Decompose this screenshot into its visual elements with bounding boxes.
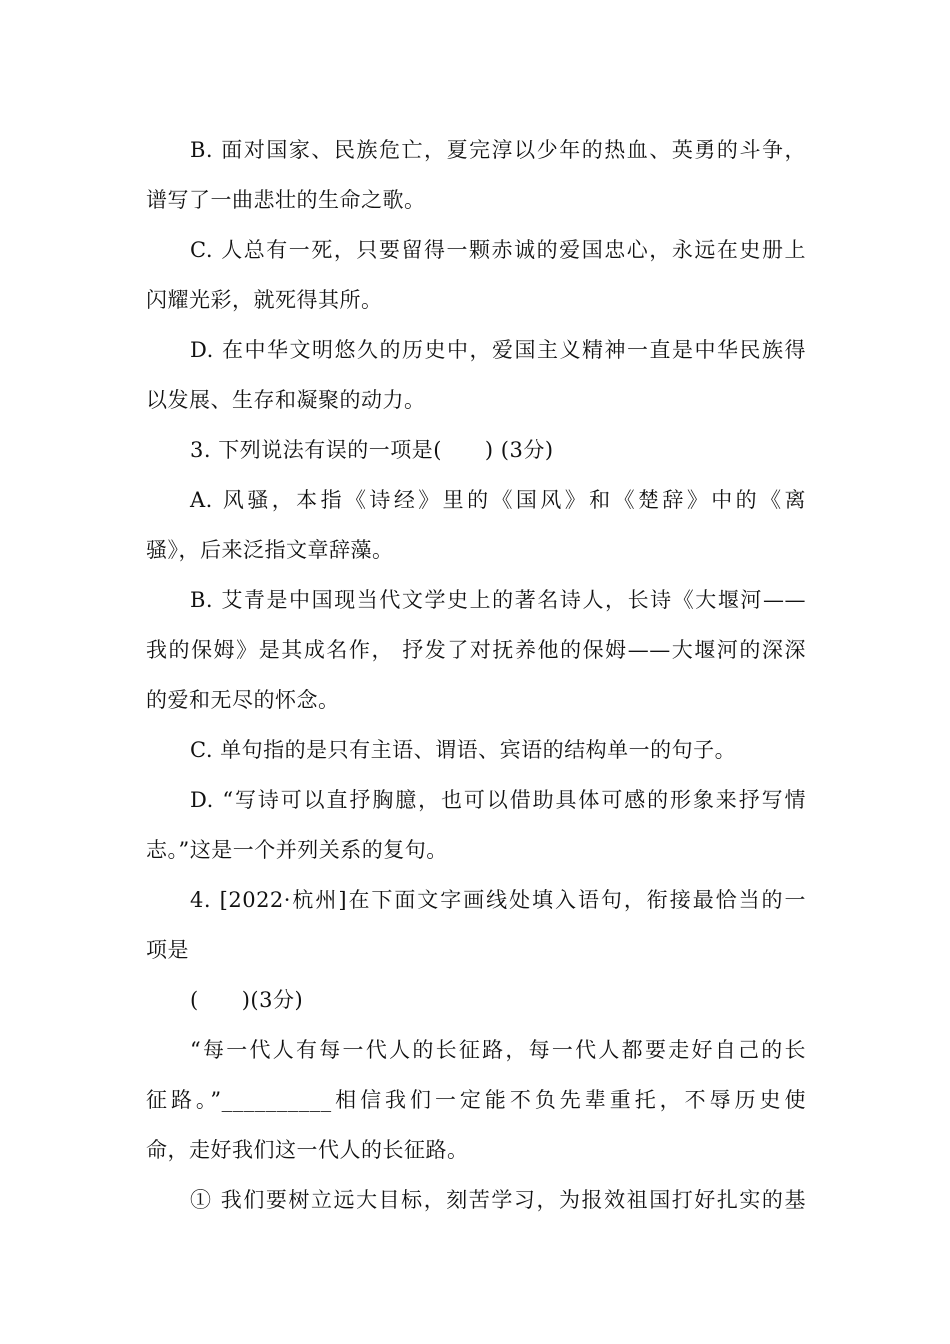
question-3-option-c: C. 单句指的是只有主语、谓语、宾语的结构单一的句子。 <box>190 738 737 762</box>
question-3-stem: 3. 下列说法有误的一项是( ) (3分) <box>190 438 554 462</box>
question-4-score: ( )(3分) <box>190 988 304 1012</box>
question-4-choice-1: ① 我们要树立远大目标，刻苦学习，为报效祖国打好扎实的基 <box>190 1188 806 1212</box>
option-d-line-2: 以发展、生存和凝聚的动力。 <box>146 388 426 412</box>
question-3-option-d-line-2: 志。”这是一个并列关系的复句。 <box>146 838 448 862</box>
question-3-option-b-line-1: B. 艾青是中国现当代文学史上的著名诗人，长诗《大堰河—— <box>190 588 806 612</box>
option-d-line-1: D. 在中华文明悠久的历史中，爱国主义精神一直是中华民族得 <box>190 338 806 362</box>
question-3-option-a-line-2: 骚》，后来泛指文章辞藻。 <box>146 538 394 562</box>
question-4-stem-line-1: 4. [2022·杭州]在下面文字画线处填入语句，衔接最恰当的一 <box>190 888 806 912</box>
question-4-stem-line-2: 项是 <box>146 938 189 962</box>
question-3-option-d-line-1: D. “写诗可以直抒胸臆，也可以借助具体可感的形象来抒写情 <box>190 788 806 812</box>
question-3-option-b-line-2: 我的保姆》是其成名作， 抒发了对抚养他的保姆——大堰河的深深 <box>146 638 806 662</box>
option-b-line-1: B. 面对国家、民族危亡，夏完淳以少年的热血、英勇的斗争， <box>190 138 806 162</box>
question-3-option-a-line-1: A. 风骚，本指《诗经》里的《国风》和《楚辞》中的《离 <box>190 488 806 512</box>
question-4-passage-line-2: 征路。”__________相信我们一定能不负先辈重托，不辱历史使 <box>146 1088 806 1112</box>
option-c-line-2: 闪耀光彩，就死得其所。 <box>146 288 383 312</box>
question-4-passage-line-1: “每一代人有每一代人的长征路，每一代人都要走好自己的长 <box>190 1038 806 1062</box>
question-3-option-b-line-3: 的爱和无尽的怀念。 <box>146 688 340 712</box>
option-c-line-1: C. 人总有一死，只要留得一颗赤诚的爱国忠心，永远在史册上 <box>190 238 806 262</box>
question-4-passage-line-3: 命，走好我们这一代人的长征路。 <box>146 1138 469 1162</box>
option-b-line-2: 谱写了一曲悲壮的生命之歌。 <box>146 188 426 212</box>
